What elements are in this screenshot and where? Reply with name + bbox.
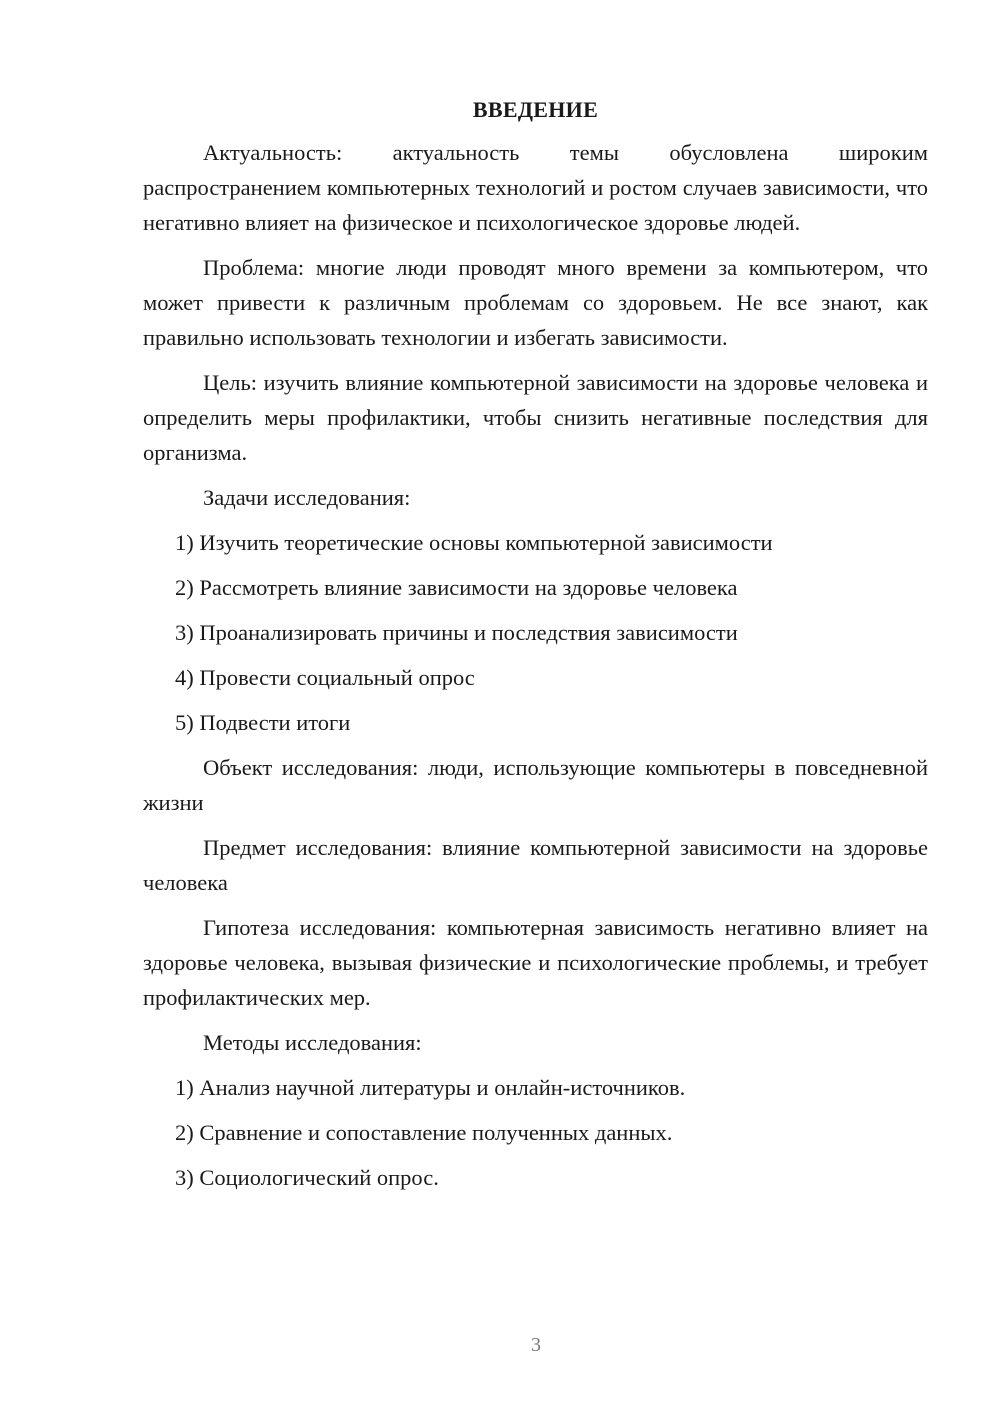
paragraph-problem: Проблема: многие люди проводят много времени за компьютером, что может привести к различным проблемам со здоровьем. Не все знают, как правильно использовать технологии и избегать зависимости.	[143, 255, 928, 350]
methods-list	[143, 1070, 928, 1195]
paragraph-tasks-intro: Задачи исследования:	[203, 485, 411, 510]
list-item: 5) Подвести итоги	[175, 710, 351, 735]
list-item: 2) Сравнение и сопоставление полученных данных.	[175, 1120, 673, 1145]
paragraph-goal: Цель: изучить влияние компьютерной зависимости на здоровье человека и определить меры профилактики, чтобы снизить негативные последствия для организма.	[143, 370, 928, 465]
list-item: 3) Социологический опрос.	[175, 1165, 439, 1190]
document-page	[143, 95, 928, 1205]
paragraph-object: Объект исследования: люди, использующие компьютеры в повседневной жизни	[143, 755, 928, 815]
list-item: 3) Проанализировать причины и последствия зависимости	[175, 620, 738, 645]
list-item: 1) Анализ научной литературы и онлайн-источников.	[175, 1075, 686, 1100]
page-number: 3	[531, 1334, 541, 1356]
list-item: 1) Изучить теоретические основы компьютерной зависимости	[175, 530, 773, 555]
section-heading: ВВЕДЕНИЕ	[472, 97, 599, 122]
tasks-list	[143, 525, 928, 740]
paragraph-methods-intro: Методы исследования:	[203, 1030, 422, 1055]
list-item: 4) Провести социальный опрос	[175, 665, 475, 690]
paragraph-relevance: Актуальность: актуальность темы обусловлена широким распространением компьютерных технологий и ростом случаев зависимости, что негативно влияет на физическое и психологическое здоровье людей.	[143, 140, 928, 235]
paragraph-hypothesis: Гипотеза исследования: компьютерная зависимость негативно влияет на здоровье человека, вызывая физические и психологические проблемы, и требует профилактических мер.	[143, 915, 928, 1010]
list-item: 2) Рассмотреть влияние зависимости на здоровье человека	[175, 575, 738, 600]
paragraph-subject: Предмет исследования: влияние компьютерной зависимости на здоровье человека	[143, 835, 928, 895]
